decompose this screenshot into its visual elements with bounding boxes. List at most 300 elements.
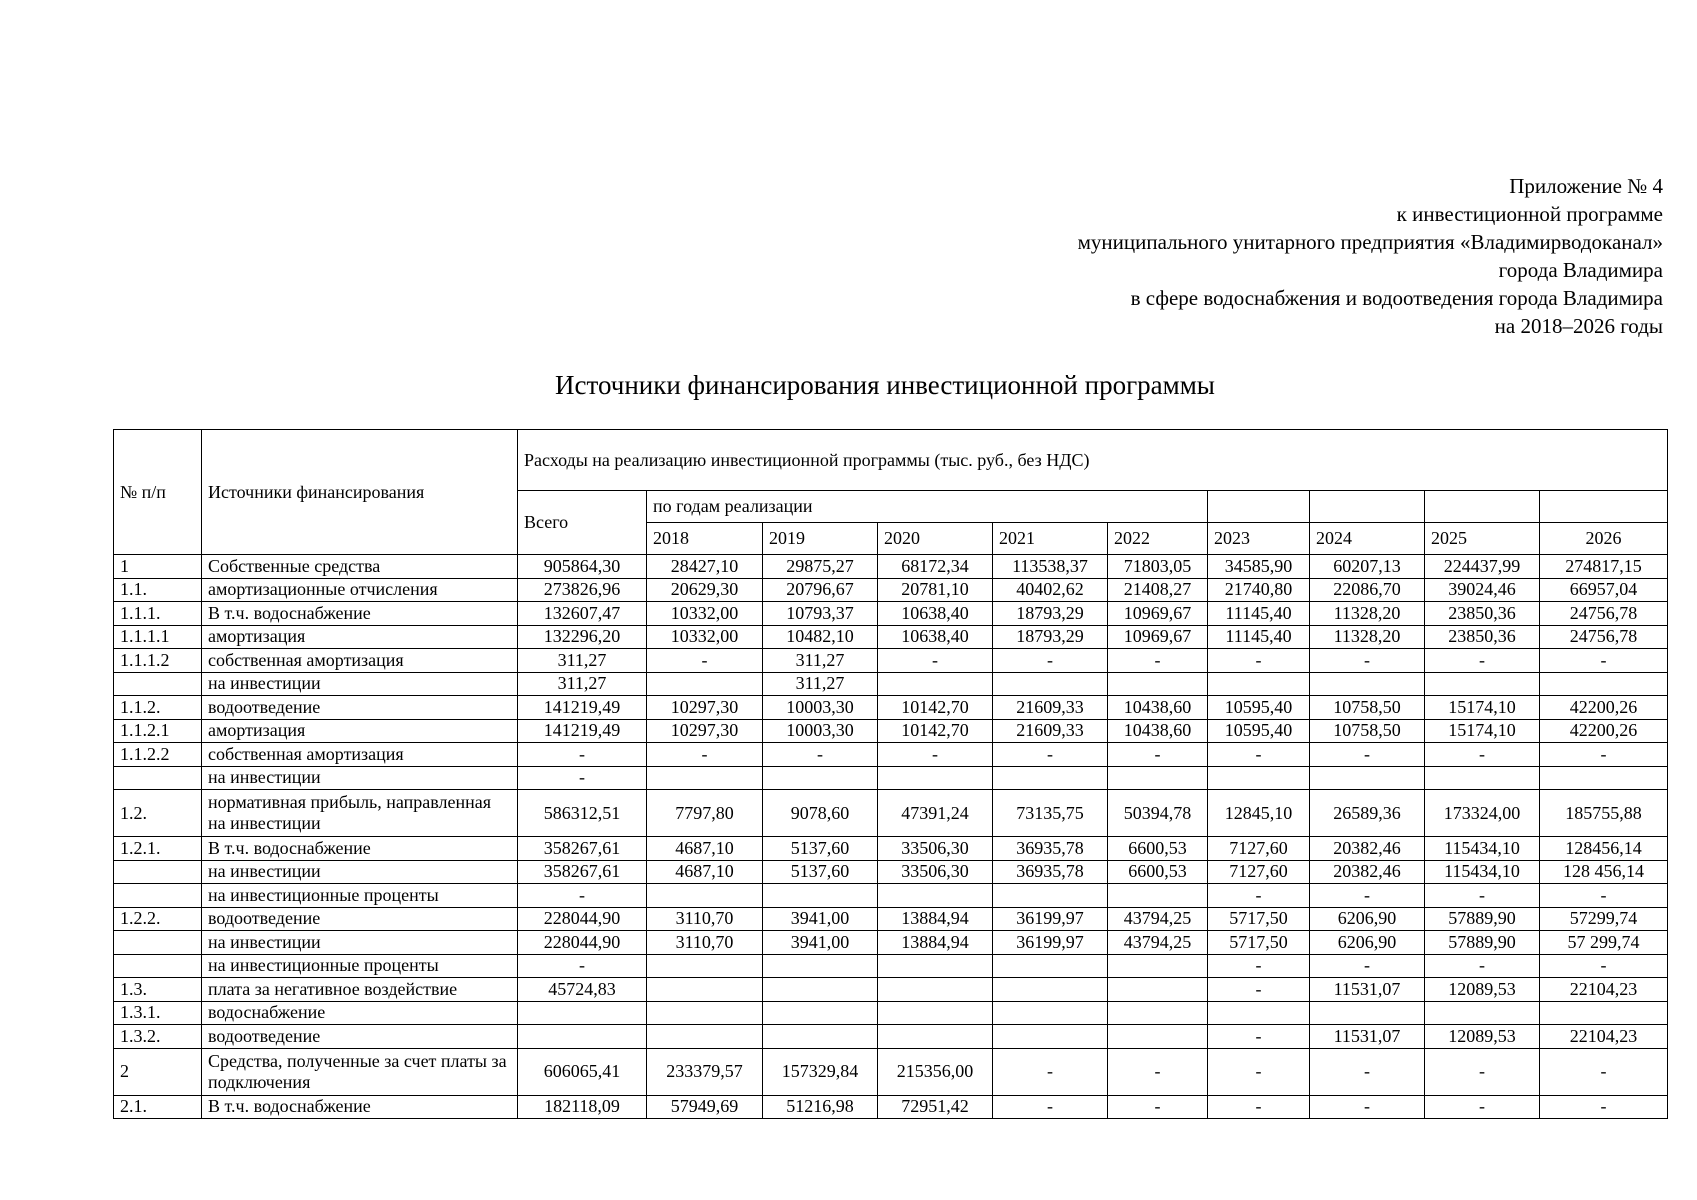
row-year-value: 224437,99	[1425, 555, 1540, 579]
row-year-value: -	[878, 743, 993, 767]
row-year-value	[993, 978, 1108, 1002]
row-year-value: 11145,40	[1208, 602, 1310, 626]
row-year-value: -	[1310, 649, 1425, 673]
row-total-value: 132607,47	[518, 602, 647, 626]
row-year-value	[763, 884, 878, 908]
row-year-value: 12845,10	[1208, 790, 1310, 837]
header-year: 2021	[993, 523, 1108, 555]
row-year-value	[647, 766, 763, 790]
row-year-value	[1108, 978, 1208, 1002]
row-total-value	[518, 1001, 647, 1025]
row-year-value: -	[993, 1095, 1108, 1119]
document-title: Источники финансирования инвестиционной программы	[555, 370, 1215, 400]
row-source-name: на инвестиции	[202, 931, 518, 955]
row-year-value: 71803,05	[1108, 555, 1208, 579]
row-year-value	[878, 766, 993, 790]
row-year-value	[1108, 884, 1208, 908]
row-number: 1.3.2.	[114, 1025, 202, 1049]
row-year-value: 43794,25	[1108, 907, 1208, 931]
row-year-value: 66957,04	[1540, 578, 1668, 602]
row-year-value: -	[1208, 1095, 1310, 1119]
table-row	[114, 954, 1668, 978]
header-total: Всего	[518, 491, 647, 555]
header-line: муниципального унитарного предприятия «Владимирводоканал»	[1077, 230, 1663, 254]
row-year-value: 7797,80	[647, 790, 763, 837]
row-year-value: -	[1108, 1048, 1208, 1095]
row-number: 1	[114, 555, 202, 579]
row-year-value: -	[1425, 1048, 1540, 1095]
row-year-value: 10438,60	[1108, 719, 1208, 743]
table-row	[114, 837, 1668, 861]
row-year-value	[1540, 672, 1668, 696]
row-year-value: 10003,30	[763, 696, 878, 720]
row-year-value	[1310, 766, 1425, 790]
row-number: 1.2.1.	[114, 837, 202, 861]
row-year-value: 10003,30	[763, 719, 878, 743]
row-year-value	[878, 884, 993, 908]
table-row	[114, 743, 1668, 767]
row-year-value: 9078,60	[763, 790, 878, 837]
row-year-value	[1425, 672, 1540, 696]
row-source-name: водоотведение	[202, 907, 518, 931]
row-year-value: 10758,50	[1310, 719, 1425, 743]
row-number: 1.2.	[114, 790, 202, 837]
row-year-value: 22104,23	[1540, 1025, 1668, 1049]
header-year: 2024	[1310, 523, 1425, 555]
row-year-value: -	[1310, 743, 1425, 767]
row-source-name: амортизация	[202, 719, 518, 743]
row-year-value	[993, 766, 1108, 790]
table-row	[114, 625, 1668, 649]
row-year-value: 28427,10	[647, 555, 763, 579]
row-year-value	[878, 978, 993, 1002]
row-year-value: 33506,30	[878, 860, 993, 884]
row-year-value: 113538,37	[993, 555, 1108, 579]
row-year-value: 21408,27	[1108, 578, 1208, 602]
header-line: Приложение № 4	[1509, 174, 1663, 198]
row-year-value: -	[1540, 884, 1668, 908]
row-year-value: -	[1425, 1095, 1540, 1119]
row-year-value: -	[1108, 649, 1208, 673]
table-row	[114, 884, 1668, 908]
table-row	[114, 766, 1668, 790]
row-year-value: -	[1425, 884, 1540, 908]
row-total-value: 273826,96	[518, 578, 647, 602]
row-year-value: 185755,88	[1540, 790, 1668, 837]
row-year-value: 22086,70	[1310, 578, 1425, 602]
row-year-value: -	[1208, 1048, 1310, 1095]
row-year-value: -	[647, 743, 763, 767]
row-year-value: 12089,53	[1425, 1025, 1540, 1049]
row-year-value	[647, 978, 763, 1002]
row-year-value: 42200,26	[1540, 719, 1668, 743]
header-year: 2022	[1108, 523, 1208, 555]
row-year-value	[1108, 672, 1208, 696]
row-year-value: 10758,50	[1310, 696, 1425, 720]
header-year: 2023	[1208, 523, 1310, 555]
row-number: 1.1.2.1	[114, 719, 202, 743]
row-total-value: 606065,41	[518, 1048, 647, 1095]
row-source-name: собственная амортизация	[202, 649, 518, 673]
row-year-value	[878, 672, 993, 696]
row-source-name: на инвестиции	[202, 672, 518, 696]
appendix-header	[1078, 172, 1663, 340]
row-year-value: 6206,90	[1310, 931, 1425, 955]
row-year-value: 60207,13	[1310, 555, 1425, 579]
row-year-value: -	[1540, 1095, 1668, 1119]
row-year-value: 57949,69	[647, 1095, 763, 1119]
row-year-value: 10332,00	[647, 602, 763, 626]
row-total-value: -	[518, 743, 647, 767]
row-year-value	[1108, 766, 1208, 790]
row-source-name: В т.ч. водоснабжение	[202, 837, 518, 861]
row-total-value: 228044,90	[518, 907, 647, 931]
row-year-value	[1425, 766, 1540, 790]
row-number	[114, 931, 202, 955]
row-year-value: 57 299,74	[1540, 931, 1668, 955]
row-year-value: 18793,29	[993, 602, 1108, 626]
header-expenses: Расходы на реализацию инвестиционной программы (тыс. руб., без НДС)	[518, 430, 1668, 491]
row-year-value: 20796,67	[763, 578, 878, 602]
row-year-value: -	[1208, 1025, 1310, 1049]
row-year-value	[763, 1025, 878, 1049]
row-year-value: -	[1540, 954, 1668, 978]
table-row	[114, 578, 1668, 602]
row-year-value	[1208, 672, 1310, 696]
row-year-value: 21609,33	[993, 719, 1108, 743]
header-by-years: по годам реализации	[647, 491, 1208, 523]
row-year-value: -	[1425, 649, 1540, 673]
header-blank	[1310, 491, 1425, 523]
row-total-value: -	[518, 954, 647, 978]
row-source-name: Собственные средства	[202, 555, 518, 579]
row-year-value	[763, 954, 878, 978]
row-year-value	[993, 1001, 1108, 1025]
row-year-value: 10438,60	[1108, 696, 1208, 720]
row-year-value: 43794,25	[1108, 931, 1208, 955]
row-year-value: 15174,10	[1425, 719, 1540, 743]
row-year-value: -	[1108, 743, 1208, 767]
row-year-value: 11328,20	[1310, 602, 1425, 626]
row-total-value: 45724,83	[518, 978, 647, 1002]
row-source-name: водоотведение	[202, 696, 518, 720]
row-source-name: амортизационные отчисления	[202, 578, 518, 602]
table-row	[114, 672, 1668, 696]
header-year: 2020	[878, 523, 993, 555]
table-row	[114, 1095, 1668, 1119]
row-year-value: 72951,42	[878, 1095, 993, 1119]
header-blank	[1425, 491, 1540, 523]
row-year-value: 12089,53	[1425, 978, 1540, 1002]
row-year-value: 36935,78	[993, 837, 1108, 861]
row-year-value: 5717,50	[1208, 931, 1310, 955]
row-year-value: 6206,90	[1310, 907, 1425, 931]
row-source-name: В т.ч. водоснабжение	[202, 602, 518, 626]
row-year-value: 10638,40	[878, 602, 993, 626]
row-year-value: 10638,40	[878, 625, 993, 649]
row-source-name: нормативная прибыль, направленная на инвестиции	[202, 790, 518, 837]
row-year-value	[1108, 954, 1208, 978]
row-year-value: -	[1108, 1095, 1208, 1119]
row-year-value: 36199,97	[993, 931, 1108, 955]
row-year-value	[763, 766, 878, 790]
table-row	[114, 649, 1668, 673]
row-year-value	[647, 954, 763, 978]
row-number: 2.1.	[114, 1095, 202, 1119]
row-year-value: -	[1208, 884, 1310, 908]
row-year-value: 22104,23	[1540, 978, 1668, 1002]
row-source-name: плата за негативное воздействие	[202, 978, 518, 1002]
row-year-value: 11328,20	[1310, 625, 1425, 649]
row-year-value: 40402,62	[993, 578, 1108, 602]
row-year-value: -	[993, 649, 1108, 673]
row-source-name: водоснабжение	[202, 1001, 518, 1025]
header-source: Источники финансирования	[202, 430, 518, 555]
row-year-value: -	[1310, 884, 1425, 908]
row-total-value: 586312,51	[518, 790, 647, 837]
row-year-value: 20382,46	[1310, 837, 1425, 861]
row-number: 1.1.	[114, 578, 202, 602]
row-source-name: водоотведение	[202, 1025, 518, 1049]
row-source-name: В т.ч. водоснабжение	[202, 1095, 518, 1119]
row-year-value	[763, 978, 878, 1002]
row-number: 1.1.1.1	[114, 625, 202, 649]
financing-table	[113, 429, 1668, 1119]
row-year-value: 311,27	[763, 672, 878, 696]
row-year-value: 5717,50	[1208, 907, 1310, 931]
row-number	[114, 766, 202, 790]
row-year-value: 311,27	[763, 649, 878, 673]
row-total-value: 141219,49	[518, 719, 647, 743]
row-total-value: 132296,20	[518, 625, 647, 649]
row-year-value: -	[1208, 978, 1310, 1002]
row-year-value: 57889,90	[1425, 931, 1540, 955]
row-source-name: на инвестиционные проценты	[202, 954, 518, 978]
row-year-value	[647, 672, 763, 696]
row-year-value: 42200,26	[1540, 696, 1668, 720]
row-number	[114, 672, 202, 696]
row-number: 2	[114, 1048, 202, 1095]
row-year-value: 29875,27	[763, 555, 878, 579]
header-num: № п/п	[114, 430, 202, 555]
row-year-value: 23850,36	[1425, 625, 1540, 649]
row-total-value: 311,27	[518, 672, 647, 696]
row-year-value: 3110,70	[647, 931, 763, 955]
row-source-name: амортизация	[202, 625, 518, 649]
row-total-value: -	[518, 884, 647, 908]
row-year-value	[993, 1025, 1108, 1049]
row-year-value: -	[1310, 954, 1425, 978]
row-year-value: -	[1425, 954, 1540, 978]
table-row	[114, 696, 1668, 720]
row-year-value: 50394,78	[1108, 790, 1208, 837]
row-year-value: 115434,10	[1425, 860, 1540, 884]
row-year-value: 18793,29	[993, 625, 1108, 649]
row-total-value: -	[518, 766, 647, 790]
row-year-value: 5137,60	[763, 860, 878, 884]
header-year: 2018	[647, 523, 763, 555]
row-year-value	[647, 884, 763, 908]
row-year-value: 57889,90	[1425, 907, 1540, 931]
row-year-value: 10595,40	[1208, 719, 1310, 743]
row-year-value: -	[1208, 649, 1310, 673]
row-source-name: собственная амортизация	[202, 743, 518, 767]
row-year-value: 33506,30	[878, 837, 993, 861]
row-year-value	[878, 1025, 993, 1049]
row-year-value: 51216,98	[763, 1095, 878, 1119]
table-row	[114, 907, 1668, 931]
row-year-value: 233379,57	[647, 1048, 763, 1095]
row-source-name: на инвестиции	[202, 860, 518, 884]
row-year-value: -	[1540, 743, 1668, 767]
row-number: 1.1.2.	[114, 696, 202, 720]
row-year-value: 128 456,14	[1540, 860, 1668, 884]
row-year-value: 10142,70	[878, 719, 993, 743]
row-year-value	[878, 1001, 993, 1025]
header-line: к инвестиционной программе	[1396, 202, 1663, 226]
table-row	[114, 1048, 1668, 1095]
header-line: в сфере водоснабжения и водоотведения города Владимира	[1130, 286, 1663, 310]
row-year-value: 10595,40	[1208, 696, 1310, 720]
header-blank	[1540, 491, 1668, 523]
row-year-value: 24756,78	[1540, 602, 1668, 626]
row-number	[114, 954, 202, 978]
row-year-value: -	[647, 649, 763, 673]
row-total-value: 905864,30	[518, 555, 647, 579]
row-source-name: на инвестиции	[202, 766, 518, 790]
row-year-value: -	[993, 743, 1108, 767]
row-year-value: 39024,46	[1425, 578, 1540, 602]
row-year-value: -	[1208, 743, 1310, 767]
row-number	[114, 860, 202, 884]
row-total-value: 311,27	[518, 649, 647, 673]
row-year-value: 10297,30	[647, 696, 763, 720]
row-year-value: 10969,67	[1108, 625, 1208, 649]
table-row	[114, 790, 1668, 837]
row-year-value: -	[1310, 1095, 1425, 1119]
row-number: 1.1.1.2	[114, 649, 202, 673]
table-row	[114, 719, 1668, 743]
header-year: 2019	[763, 523, 878, 555]
row-year-value: 36199,97	[993, 907, 1108, 931]
header-blank	[1208, 491, 1310, 523]
row-year-value: 7127,60	[1208, 837, 1310, 861]
row-total-value: 182118,09	[518, 1095, 647, 1119]
row-year-value: 274817,15	[1540, 555, 1668, 579]
row-year-value: 215356,00	[878, 1048, 993, 1095]
row-year-value: -	[1540, 1048, 1668, 1095]
row-year-value: -	[1208, 954, 1310, 978]
row-year-value: 10332,00	[647, 625, 763, 649]
row-year-value: 36935,78	[993, 860, 1108, 884]
row-year-value: 6600,53	[1108, 837, 1208, 861]
row-total-value: 141219,49	[518, 696, 647, 720]
row-year-value: 10969,67	[1108, 602, 1208, 626]
row-year-value: 10142,70	[878, 696, 993, 720]
row-year-value: 21609,33	[993, 696, 1108, 720]
row-year-value: 10793,37	[763, 602, 878, 626]
row-year-value: 21740,80	[1208, 578, 1310, 602]
row-total-value: 228044,90	[518, 931, 647, 955]
row-year-value	[1208, 766, 1310, 790]
row-year-value	[993, 884, 1108, 908]
row-year-value	[993, 954, 1108, 978]
header-line: на 2018–2026 годы	[1494, 314, 1663, 338]
row-total-value	[518, 1025, 647, 1049]
row-year-value	[1108, 1025, 1208, 1049]
row-year-value	[647, 1001, 763, 1025]
row-year-value: 11531,07	[1310, 1025, 1425, 1049]
row-year-value: 115434,10	[1425, 837, 1540, 861]
row-year-value: 68172,34	[878, 555, 993, 579]
row-year-value	[1310, 1001, 1425, 1025]
row-year-value: 34585,90	[1208, 555, 1310, 579]
table-row	[114, 931, 1668, 955]
row-year-value	[878, 954, 993, 978]
row-year-value	[647, 1025, 763, 1049]
row-year-value: 10297,30	[647, 719, 763, 743]
row-year-value: 15174,10	[1425, 696, 1540, 720]
row-number: 1.2.2.	[114, 907, 202, 931]
row-year-value	[1108, 1001, 1208, 1025]
row-year-value: -	[878, 649, 993, 673]
row-year-value	[1208, 1001, 1310, 1025]
table-row	[114, 978, 1668, 1002]
row-year-value: 5137,60	[763, 837, 878, 861]
row-year-value: 26589,36	[1310, 790, 1425, 837]
row-year-value: 13884,94	[878, 931, 993, 955]
row-year-value: 157329,84	[763, 1048, 878, 1095]
table-row	[114, 602, 1668, 626]
row-year-value: 13884,94	[878, 907, 993, 931]
row-year-value: 57299,74	[1540, 907, 1668, 931]
row-year-value: 4687,10	[647, 860, 763, 884]
row-year-value: 3941,00	[763, 931, 878, 955]
row-year-value: 7127,60	[1208, 860, 1310, 884]
row-source-name: на инвестиционные проценты	[202, 884, 518, 908]
row-year-value: 10482,10	[763, 625, 878, 649]
row-number: 1.3.	[114, 978, 202, 1002]
row-year-value: 4687,10	[647, 837, 763, 861]
row-year-value: 20629,30	[647, 578, 763, 602]
row-year-value: -	[1310, 1048, 1425, 1095]
row-year-value: -	[1425, 743, 1540, 767]
header-line: города Владимира	[1498, 258, 1663, 282]
header-year: 2026	[1540, 523, 1668, 555]
row-total-value: 358267,61	[518, 860, 647, 884]
table-row	[114, 860, 1668, 884]
row-source-name: Средства, полученные за счет платы за подключения	[202, 1048, 518, 1095]
row-year-value: 3941,00	[763, 907, 878, 931]
row-year-value	[1425, 1001, 1540, 1025]
row-year-value: 20382,46	[1310, 860, 1425, 884]
row-year-value: 11531,07	[1310, 978, 1425, 1002]
table-row	[114, 1025, 1668, 1049]
row-year-value: 3110,70	[647, 907, 763, 931]
row-year-value: 11145,40	[1208, 625, 1310, 649]
row-total-value: 358267,61	[518, 837, 647, 861]
row-number: 1.1.2.2	[114, 743, 202, 767]
row-year-value	[1540, 766, 1668, 790]
row-year-value: 73135,75	[993, 790, 1108, 837]
row-year-value: -	[1540, 649, 1668, 673]
table-row	[114, 1001, 1668, 1025]
row-year-value	[1540, 1001, 1668, 1025]
row-year-value	[993, 672, 1108, 696]
row-year-value: 47391,24	[878, 790, 993, 837]
row-year-value: 6600,53	[1108, 860, 1208, 884]
row-year-value	[1310, 672, 1425, 696]
